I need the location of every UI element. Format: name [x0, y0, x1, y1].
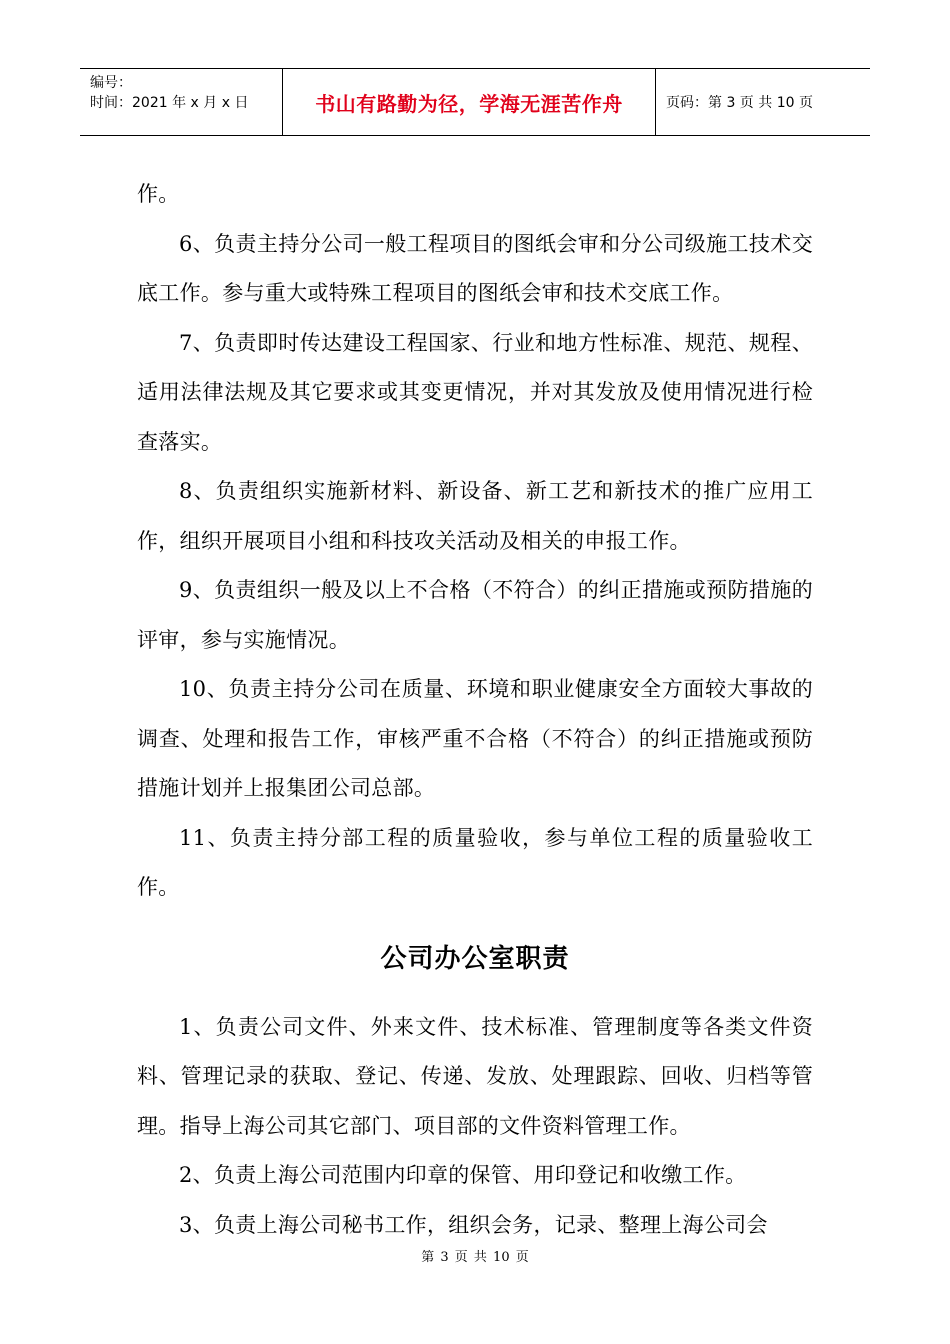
list-item: 2、负责上海公司范围内印章的保管、用印登记和收缴工作。 — [179, 1163, 747, 1187]
page-header — [80, 68, 870, 136]
document-date: 时间：2021 年 x 月 x 日 — [90, 95, 249, 111]
document-number-label: 编号： — [90, 75, 132, 91]
header-meta — [80, 69, 282, 135]
list-item: 7、负责即时传达建设工程国家、行业和地方性标准、规范、规程、适用法律法规及其它要求或其变更情况，并对其发放及使用情况进行检查落实。 — [137, 330, 813, 454]
list-item: 8、负责组织实施新材料、新设备、新工艺和新技术的推广应用工作，组织开展项目小组和科技攻关活动及相关的申报工作。 — [137, 479, 813, 553]
header-page-info: 页码：第 3 页 共 10 页 — [666, 95, 813, 111]
document-body — [137, 170, 813, 1250]
header-motto: 书山有路勤为径，学海无涯苦作舟 — [282, 69, 656, 135]
list-item: 1、负责公司文件、外来文件、技术标准、管理制度等各类文件资料、管理记录的获取、登记、传递、发放、处理跟踪、回收、归档等管理。指导上海公司其它部门、项目部的文件资料管理工作。 — [137, 1014, 813, 1138]
section-title: 公司办公室职责 — [380, 943, 570, 974]
list-item: 3、负责上海公司秘书工作，组织会务，记录、整理上海公司会 — [179, 1212, 768, 1237]
page-footer: 第 3 页 共 10 页 — [421, 1250, 529, 1265]
list-item: 9、负责组织一般及以上不合格（不符合）的纠正措施或预防措施的评审，参与实施情况。 — [137, 578, 813, 652]
list-item: 11、负责主持分部工程的质量验收，参与单位工程的质量验收工作。 — [137, 825, 813, 899]
list-item: 10、负责主持分公司在质量、环境和职业健康安全方面较大事故的调查、处理和报告工作，审核严重不合格（不符合）的纠正措施或预防措施计划并上报集团公司总部。 — [137, 677, 813, 800]
continuation-text: 作。 — [137, 182, 180, 206]
list-item: 6、负责主持分公司一般工程项目的图纸会审和分公司级施工技术交底工作。参与重大或特殊工程项目的图纸会审和技术交底工作。 — [137, 231, 813, 305]
